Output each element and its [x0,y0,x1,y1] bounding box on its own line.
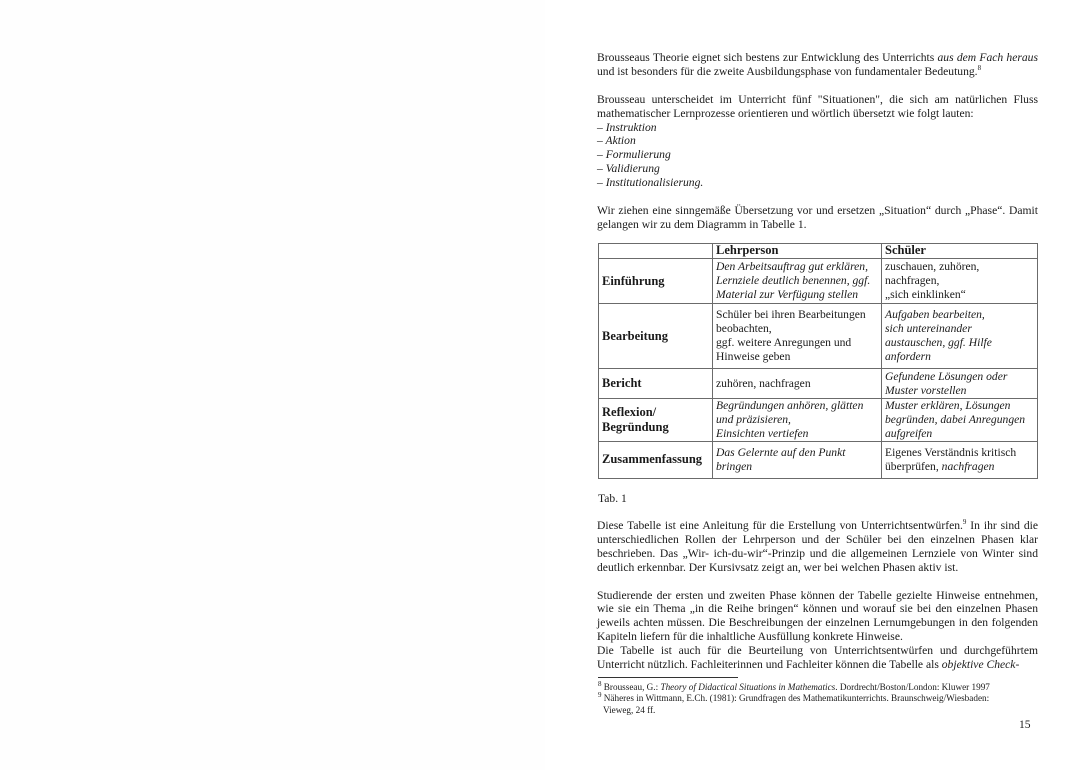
footnote-ref-9[interactable]: 9 [962,518,967,527]
phase-cell: Bericht [599,369,713,399]
student-cell: Gefundene Lösungen oder Muster vorstellen [882,369,1038,399]
footnote-ref-8[interactable]: 8 [977,64,982,73]
phase-cell: Zusammenfassung [599,441,713,478]
body-text-bottom [597,519,1038,672]
table-header-row [599,244,1038,259]
phases-table [598,243,1038,479]
footnote-9-continued: Vieweg, 24 ff. [603,704,656,715]
paragraph-table-description: Diese Tabelle ist eine Anleitung für die Erstellung von Unterrichtsentwürfen.$^9$ In ihr sind die unterschiedlichen Rollen der Lehrperson und der Schüler bei den einzelnen Phasen klar beschrieben. Das „Wir- ich-du-wir“-Prinzip und die allgemeinen Lernziele von Winter sind deutlich erkennbar. Der Kursivsatz zeigt an, wer bei welchen Phasen aktiv ist. [597,518,1039,574]
paragraph-students: Studierende der ersten und zweiten Phase können der Tabelle gezielte Hinweise entnehmen, wie sie ein Thema „in die Reihe bringen“ können und worauf sie bei den einzelnen Phasen jeweils achten müssen. Die Beschreibungen der einzelnen Lernumgebungen in den folgenden Kapiteln liefern für die inhaltliche Ausfüllung konkrete Hinweise. [597,588,1038,644]
table-row [599,369,1038,399]
teacher-cell: Schüler bei ihren Bearbeitungen beobachten, ggf. weitere Anregungen und Hinweise geben [713,304,882,369]
body-text-top [597,51,1038,232]
paragraph-translation: Wir ziehen eine sinngemäße Übersetzung vor und ersetzen „Situation“ durch „Phase“. Damit gelangen wir zu dem Diagramm in Tabelle 1. [597,203,1038,231]
situations-list [597,121,1038,191]
student-cell: Eigenes Verständnis kritisch überprüfen, nachfragen [882,441,1038,478]
teacher-cell: Den Arbeitsauftrag gut erklären, Lernziele deutlich benennen, ggf. Material zur Verfügung stellen [713,259,882,304]
right-page [545,0,1090,770]
table-row [599,399,1038,442]
phase-cell: Einführung [599,259,713,304]
page-number: 15 [1019,718,1031,731]
phase-cell: Bearbeitung [599,304,713,369]
footnote-8: $^8$ Brousseau, G.: Theory of Didactical Situations in Mathematics. Dordrecht/Boston/London: Kluwer 1997 [598,679,990,692]
footnote-divider [598,677,738,678]
student-cell: Aufgaben bearbeiten, sich untereinander austauschen, ggf. Hilfe anfordern [882,304,1038,369]
list-item: – Institutionalisierung. [597,176,704,190]
footnotes [598,679,1039,716]
table-row [599,304,1038,369]
table-caption: Tab. 1 [598,492,627,505]
paragraph-situations-intro: Brousseau unterscheidet im Unterricht fünf "Situationen", die sich am natürlichen Fluss mathematischer Lernprozesse orientieren und wörtlich übersetzt wie folgt lauten: [597,92,1038,120]
footnote-9: $^9$ Näheres in Wittmann, E.Ch. (1981): Grundfragen des Mathematikunterrichts. Braunschweig/Wiesbaden: [598,691,990,704]
list-item: – Aktion [597,134,636,148]
table-header-student: Schüler [882,244,1038,259]
list-item: – Instruktion [597,120,657,134]
paragraph-assessment: Die Tabelle ist auch für die Beurteilung von Unterrichtsentwürfen und durchgeführtem Unterricht nützlich. Fachleiterinnen und Fachleiter können die Tabelle als objektive Check- [597,644,1038,672]
student-cell: zuschauen, zuhören, nachfragen, „sich einklinken“ [882,259,1038,304]
teacher-cell: Begründungen anhören, glätten und präzisieren, Einsichten vertiefen [713,399,882,442]
teacher-cell: Das Gelernte auf den Punkt bringen [713,441,882,478]
phase-cell: Reflexion/ Begründung [599,399,713,442]
paragraph-brousseau-theory: Brousseaus Theorie eignet sich bestens zur Entwicklung des Unterrichts aus dem Fach heraus und ist besonders für die zweite Ausbildungsphase von fundamentaler Bedeutung.$^8$ [597,51,1038,78]
table-row [599,441,1038,478]
emphasis-text: aus dem Fach heraus [937,51,1038,64]
student-cell: Muster erklären, Lösungen begründen, dabei Anregungen aufgreifen [882,399,1038,442]
teacher-cell: zuhören, nachfragen [713,369,882,399]
table-header-teacher: Lehrperson [713,244,882,259]
table-header-empty [599,244,713,259]
table-row [599,259,1038,304]
list-item: – Formulierung [597,148,671,162]
list-item: – Validierung [597,162,660,176]
